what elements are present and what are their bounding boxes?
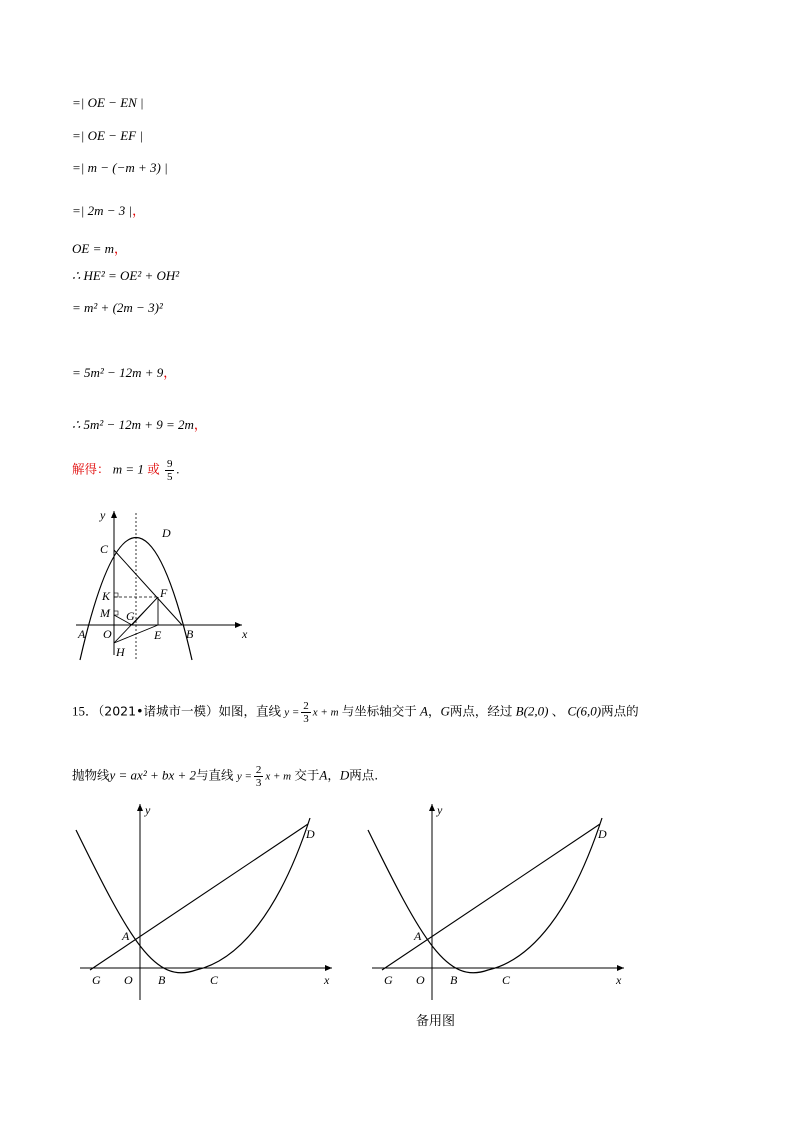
parabola: [368, 818, 602, 973]
step-4-text: =| 2m − 3 |: [72, 203, 133, 218]
figure-caption: 备用图: [416, 1014, 456, 1029]
point-d: D: [339, 767, 350, 783]
line-eq2-rest: x + m: [265, 770, 292, 783]
step-7: = m² + (2m − 3)²: [72, 300, 163, 315]
line-eq2-fraction: [254, 764, 264, 789]
label-b: B: [186, 627, 194, 641]
label-o: O: [103, 627, 112, 641]
figure-2: [70, 800, 340, 1000]
label-e: E: [154, 628, 162, 642]
problem-text-6: 与直线: [196, 767, 234, 783]
line-eq-den: 3: [303, 713, 309, 725]
solution-period: .: [176, 461, 180, 477]
fraction-denominator: 5: [166, 471, 173, 483]
label-m: M: [100, 606, 110, 620]
parabola-eq: y = ax² + bx + 2: [109, 767, 197, 783]
label-b: B: [450, 973, 458, 987]
solution-fraction: [165, 458, 175, 483]
problem-text-2: 与坐标轴交于: [341, 703, 417, 719]
solution-label: 解得：: [72, 461, 110, 477]
label-c: C: [210, 973, 219, 987]
step-5-comma: ，: [114, 241, 128, 256]
label-d: D: [162, 526, 171, 540]
parabola: [76, 818, 310, 973]
right-angle-m: [114, 611, 118, 615]
line-eq-num: 2: [303, 700, 309, 712]
step-5: [72, 238, 127, 257]
problem-text-3: 两点，经过: [449, 703, 513, 719]
solution-or: 或: [147, 461, 160, 477]
label-x: x: [616, 973, 622, 987]
label-g: G: [384, 973, 393, 987]
label-x: x: [242, 627, 248, 641]
label-y: y: [145, 803, 151, 817]
label-o: O: [124, 973, 133, 987]
line-eq2-den: 3: [255, 777, 262, 789]
right-angle-k: [114, 593, 118, 597]
dun-sep: 、: [551, 703, 565, 719]
point-g: G: [440, 703, 450, 719]
line-eq2-num: 2: [255, 764, 262, 776]
label-b: B: [158, 973, 166, 987]
point-a: A: [420, 703, 428, 719]
x-axis-arrow: [235, 622, 242, 628]
problem-text-4: 两点的: [601, 703, 639, 719]
label-x: x: [324, 973, 330, 987]
step-8: [72, 362, 176, 381]
step-4: [72, 200, 145, 219]
problem-source: （2021•诸城市一模）如图，直线: [98, 703, 281, 719]
point-a-2: A: [319, 767, 328, 783]
step-2: =| OE − EF |: [72, 128, 143, 143]
solution-line: [72, 458, 180, 483]
figure-1: [70, 505, 270, 665]
sep-1: ，: [427, 703, 441, 719]
fraction-numerator: 9: [166, 458, 173, 470]
figure-3: [362, 800, 632, 1000]
point-b: B(2,0): [515, 703, 549, 719]
label-c: C: [100, 542, 109, 556]
step-6: ∴ HE² = OE² + OH²: [72, 268, 180, 283]
label-g: G: [92, 973, 101, 987]
step-8-comma: ，: [163, 365, 177, 380]
step-5-text: OE = m: [72, 241, 114, 256]
x-axis-arrow: [617, 965, 624, 971]
solution-value: m = 1: [112, 461, 144, 477]
problem-number: 15．: [72, 703, 99, 719]
label-a: A: [122, 929, 130, 943]
point-c: C(6,0): [567, 703, 602, 719]
label-d: D: [598, 827, 607, 841]
problem-line-2: [72, 764, 378, 789]
problem-line-1: [72, 700, 639, 725]
step-9-text: ∴ 5m² − 12m + 9 = 2m: [72, 417, 194, 432]
label-h: H: [116, 645, 125, 659]
label-a: A: [78, 627, 86, 641]
line-gd: [382, 824, 600, 970]
label-o: O: [416, 973, 425, 987]
line-eq2-lhs: y =: [236, 770, 252, 783]
step-9: [72, 414, 207, 433]
sep-2: ，: [327, 767, 340, 783]
label-c: C: [502, 973, 511, 987]
x-axis-arrow: [325, 965, 332, 971]
y-axis-arrow: [429, 804, 435, 811]
label-a: A: [414, 929, 422, 943]
problem-text-8: 两点.: [349, 767, 379, 783]
label-g: G: [126, 609, 135, 623]
step-8-text: = 5m² − 12m + 9: [72, 365, 164, 380]
line-eq-fraction: [301, 700, 311, 725]
step-1: =| OE − EN |: [72, 95, 144, 110]
step-3: =| m − (−m + 3) |: [72, 160, 168, 175]
label-d: D: [306, 827, 315, 841]
y-axis-arrow: [111, 511, 117, 518]
label-y: y: [100, 508, 106, 522]
line-eq-rest: x + m: [312, 706, 339, 719]
label-k: K: [102, 589, 111, 603]
line-he: [114, 625, 158, 643]
step-4-comma: ，: [132, 203, 146, 218]
problem-text-5: 抛物线: [72, 767, 110, 783]
label-f: F: [160, 586, 168, 600]
line-eq-lhs: y =: [284, 706, 300, 719]
label-y: y: [437, 803, 443, 817]
problem-text-7: 交于: [294, 767, 320, 783]
y-axis-arrow: [137, 804, 143, 811]
step-9-comma: ，: [193, 417, 207, 432]
line-gd: [90, 824, 308, 970]
